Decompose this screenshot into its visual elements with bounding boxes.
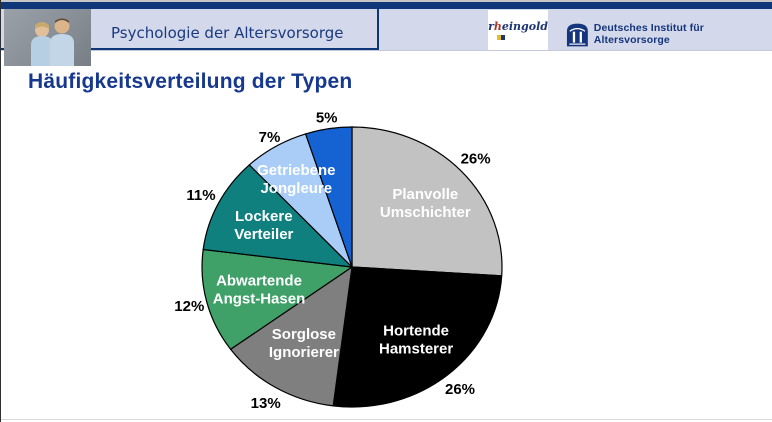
rheingold-text-suffix: eingold (501, 19, 548, 33)
pie-slice-label: Lockere Verteiler (234, 208, 294, 244)
pie-percent-label: 11% (186, 187, 216, 205)
pie-percent-label: 5% (315, 109, 338, 127)
rheingold-text-prefix: r (488, 19, 494, 33)
dia-logo-text: Deutsches Institut für Altersvorsorge (593, 22, 704, 46)
pie-slice-label: Hortende Hamsterer (378, 322, 454, 358)
header-title: Psychologie der Altersvorsorge (111, 24, 344, 42)
window-bottom-edge (1, 419, 772, 420)
pie-slice-label: Getriebene Jongleure (257, 162, 336, 197)
couple-photo (4, 9, 91, 66)
rheingold-text-accent: h (493, 19, 502, 33)
pie-percent-label: 26% (444, 380, 476, 398)
pie-percent-label: 12% (174, 298, 205, 315)
couple-photo-image (4, 9, 91, 66)
pie-chart (1, 0, 772, 422)
pie-slice-label: Abwartende Angst-Hasen (212, 272, 306, 308)
pie-percent-label: 13% (250, 395, 281, 413)
slide-title: Häufigkeitsverteilung der Typen (28, 70, 353, 93)
pie-percent-label: 26% (460, 150, 491, 168)
pie-percent-label: 7% (258, 128, 281, 146)
pie-slice-label: Sorglose Ignorierer (268, 325, 339, 361)
pie-slice-label: Planvolle Umschichter (379, 185, 471, 221)
